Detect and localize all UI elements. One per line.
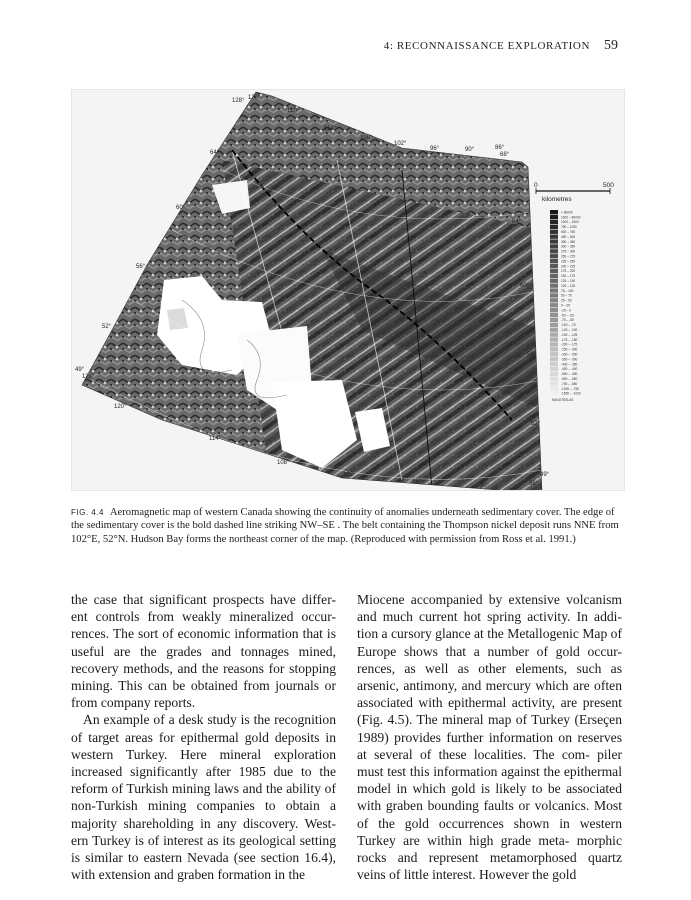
legend-label: -400 – -350 (561, 362, 578, 367)
label-left-5: 49° (75, 367, 85, 373)
label-left-6: 128° (82, 374, 95, 380)
label-top-9: 86° (495, 145, 505, 151)
legend-swatch (550, 230, 558, 234)
label-top-8: 90° (465, 147, 475, 153)
label-left-3: 56° (136, 264, 146, 270)
legend-label: -125 – -100 (561, 328, 578, 332)
body-column-left (71, 591, 336, 883)
legend-swatch (550, 284, 558, 288)
legend-label: -300 – -250 (561, 352, 578, 357)
label-bottom-3: 108° (277, 460, 290, 466)
legend-swatch (550, 239, 558, 243)
legend-label: -550 – -450 (561, 372, 578, 377)
legend-label: -75 – -50 (561, 318, 574, 323)
legend-label: 200 – 225 (561, 264, 576, 269)
body-column-right (357, 591, 622, 883)
figure-label: FIG. 4.4 (71, 508, 104, 517)
legend-label: -1000 – -750 (561, 386, 580, 391)
legend-swatch (550, 367, 558, 371)
legend-label: 75 – 100 (561, 288, 574, 293)
label-left-4: 52° (102, 324, 112, 330)
running-head (384, 38, 618, 54)
paragraph: Miocene accompanied by extensive volcanism and much current hot spring activity. In addi- tion a cursory glance at the Metallogenic Map of Europe shows that a number of gold occur- rences, as well as other elements, such as arsenic, antimony, and mercury which are often associated with epithermal activity, are present (Fig. 4.5). The mineral map of Turkey (Erseçen 1989) provides further information on reserves at several of these localities. The com- piler must test this information against the epithermal model in which gold is likely to be associated with graben bounding faults or volcanics. Most of the gold occurrences shown in western Turkey are within high grade meta- morphic rocks and represent metamorphosed quartz veins of little interest. However the gold (357, 592, 622, 883)
legend-label: -650 – -550 (561, 377, 578, 381)
legend-swatch (550, 244, 558, 248)
legend-swatch (550, 215, 558, 219)
label-bottom-5: 96° (412, 479, 422, 485)
scale-zero: 0 (534, 182, 538, 189)
label-right-4: 52° (531, 421, 541, 427)
legend-label: 250 – 275 (561, 254, 576, 259)
legend-swatch (550, 264, 558, 268)
legend-label: 275 – 300 (561, 249, 576, 254)
legend-label: -175 – -150 (561, 337, 578, 342)
figure-aeromagnetic-map (71, 89, 625, 491)
legend-swatch (550, 259, 558, 263)
label-bottom-4: 102° (343, 472, 356, 478)
legend-label: + 80000 (561, 210, 573, 215)
label-top-1: 128° (232, 98, 245, 104)
label-top-lat: 68° (500, 152, 510, 158)
legend-label: 125 – 150 (561, 279, 576, 283)
label-right-5: 49° (540, 472, 550, 478)
label-bottom-1: 120° (114, 404, 127, 410)
legend-swatch (550, 269, 558, 273)
legend-label: -450 – -400 (561, 367, 578, 372)
legend-swatch (550, 313, 558, 317)
label-bottom-7: 86° (529, 481, 539, 487)
map-svg (72, 90, 624, 490)
label-bottom-2: 114° (209, 436, 221, 442)
chapter-title: 4: RECONNAISSANCE EXPLORATION (383, 40, 590, 52)
legend-label: 1000 – 1600 (561, 220, 579, 225)
legend-swatch (550, 382, 558, 386)
legend-swatch (550, 210, 558, 214)
legend-swatch (550, 288, 558, 292)
legend-label: 750 – 1000 (561, 225, 577, 230)
legend-swatch (550, 391, 558, 395)
legend-swatch (550, 337, 558, 341)
magnetic-legend (550, 210, 581, 402)
scale-max: 500 (603, 182, 614, 189)
legend-label: -1560 – -1000 (561, 391, 581, 396)
label-top-7: 96° (430, 146, 440, 152)
paragraph: the case that significant prospects have differ- ent controls from weakly mineralized occur- rences. The sort of economic information that is useful are the grades and tonnages mined, recovery methods, and the reasons for stopping mining. This can be obtained from journals or from company reports. (71, 592, 336, 711)
legend-label: -150 – -125 (561, 332, 578, 337)
figure-caption (71, 506, 623, 546)
label-right-2: 60° (520, 283, 530, 289)
map-raster (72, 90, 624, 490)
label-left-2: 60° (176, 205, 186, 211)
scale-bar (534, 182, 614, 203)
legend-swatch (550, 342, 558, 346)
label-bottom-6: 90° (480, 483, 490, 489)
legend-label: 1600 – 80000 (561, 215, 581, 220)
legend-label: 100 – 125 (561, 283, 576, 288)
legend-unit: NANOTESLAS (552, 398, 574, 403)
legend-swatch (550, 254, 558, 258)
legend-label: 300 – 350 (561, 244, 576, 249)
legend-swatch (550, 333, 558, 337)
page-number: 59 (604, 38, 618, 53)
legend-label: 350 – 450 (561, 239, 576, 244)
label-top-2: 126° (248, 95, 261, 101)
legend-swatch (550, 386, 558, 390)
legend-label: -350 – -300 (561, 357, 578, 362)
legend-swatch (550, 328, 558, 332)
legend-swatch (550, 308, 558, 312)
legend-swatch (550, 220, 558, 224)
legend-swatch (550, 323, 558, 327)
legend-swatch (550, 303, 558, 307)
legend-label: -100 – -75 (561, 323, 576, 328)
legend-swatch (550, 352, 558, 356)
label-right-1: 64° (512, 219, 522, 225)
figure-caption-text: Aeromagnetic map of western Canada showing the continuity of anomalies underneath sedimentary cover. The edge of the sedimentary cover is the bold dashed line striking NW–SE . The belt containing the Thompson nickel deposit runs NNE from 102°E, 52°N. Hudson Bay forms the northeast corner of the map. (Reproduced with permission from Ross et al. 1991.) (71, 507, 619, 545)
label-top-5: 108° (360, 135, 373, 141)
scale-unit: kilometres (542, 196, 572, 203)
legend-swatch (550, 347, 558, 351)
legend-label: -50 – -25 (561, 313, 574, 318)
legend-label: -750 – -650 (561, 381, 578, 386)
label-top-4: 114° (324, 126, 336, 132)
legend-label: -200 – -175 (561, 342, 578, 347)
label-right-3: 56° (527, 352, 537, 358)
legend-swatch (550, 249, 558, 253)
legend-swatch (550, 318, 558, 322)
paragraph: An example of a desk study is the recognition of target areas for epithermal gold deposits in western Turkey. Here mineral exploration increased significantly after 1985 due to the reform of Turkish mining laws and the ability of non-Turkish mining companies to obtain a majority shareholding in any discovery. West- ern Turkey is of interest as its geological setting is similar to eastern Nevada (see section 16.4), with extension and graben formation in the (71, 712, 336, 883)
legend-swatch (550, 235, 558, 239)
legend-swatch (550, 225, 558, 229)
legend-label: -25 – 0 (561, 308, 571, 313)
label-top-3: 120° (287, 108, 300, 114)
legend-label: 150 – 175 (561, 274, 576, 279)
legend-label: -250 – -200 (561, 347, 578, 352)
label-left-1: 64° (210, 150, 220, 156)
legend-swatch (550, 357, 558, 361)
legend-swatch (550, 377, 558, 381)
legend-swatch (550, 298, 558, 302)
legend-label: 50 – 75 (561, 293, 572, 298)
legend-swatch (550, 274, 558, 278)
legend-label: 225 – 250 (561, 259, 576, 264)
legend-label: 450 – 600 (561, 234, 576, 239)
legend-label: 175 – 200 (561, 269, 576, 274)
legend-swatch (550, 279, 558, 283)
legend-label: 0 – 25 (561, 303, 570, 308)
legend-swatch (550, 293, 558, 297)
legend-swatch (550, 372, 558, 376)
label-top-6: 102° (394, 141, 407, 147)
legend-label: 600 – 750 (561, 230, 576, 234)
legend-swatch (550, 362, 558, 366)
legend-label: 25 – 50 (561, 298, 572, 303)
